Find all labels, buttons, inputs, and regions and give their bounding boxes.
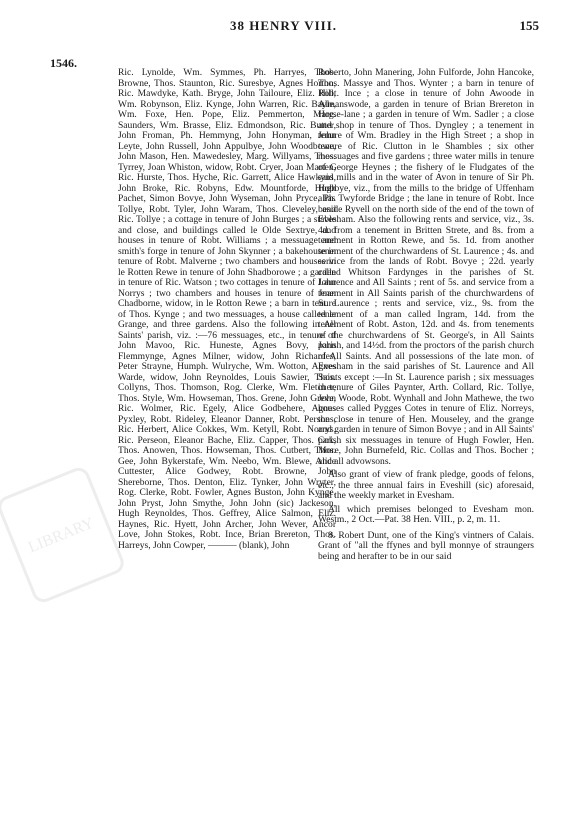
stamp-text: LIBRARY: [25, 514, 97, 557]
right-paragraph-1: Roberto, John Manering, John Fulforde, John Hancoke, Thos. Massye and Thos. Wynter ; a barn in tenure of Robt. Ince ; a close in tenure of John Awoode in Almanswode, a garden in tenure of Brian Brereton in Horse-lane ; a garden in tenure of Wm. Sadler ; a close and shop in tenure of Thos. Dyngley ; a tenement in tenure of Wm. Bradley in the High Street ; a shop in tenure of Ric. Clutton in le Shambles ; six other messuages and five gardens ; three water mills in tenure of George Heynes ; the fishery of le Fludgates of the said mills and in the water of Avon in tenure of Sir Ph. Hobbye, viz., from the mills to the bridge of Uffenham alias Twyforde Bridge ; the lane in tenure of Robt. Ince beside Ryvell on the north side of the end of the town of Evesham. Also the following rents and service, viz., 3s. 4d. from a tenement in Britten Strete, and 8s. from a tenement in Rotton Rewe, and 5s. 1d. from another tenement of the churchwardens of St. Laurence ; 4s. and service from the lands of Robt. Bovye ; 22d. yearly called Whitson Fardynges in the parishes of St. Laurence and All Saints ; rent of 5s. and service from a tenement in All Saints parish of the churchwardens of St. Laurence ; rents and service, viz., 9s. from the tenement of a man called Ingram, 14d. from the tenement of Robt. Aston, 12d. and 4s. from tenements of the churchwardens of St. George's, in All Saints parish, and 14½d. from the proctors of the parish church of All Saints. And all possessions of the late mon. of Evesham in the said parishes of St. Laurence and All Saints except :—In St. Laurence parish ; six messuages in tenure of Giles Paynter, Arth. Collard, Ric. Tollye, John Woode, Robt. Wynhall and John Mathewe, the two houses called Pygges Cotes in tenure of Eliz. Norreys, the close in tenure of Hen. Mouseley, and the grange and garden in tenure of Simon Bovye ; and in All Saints' parish six messuages in tenure of Hugh Fowler, Hen. More, John Burnefeld, Ric. Collas and Thos. Bocher ; and all advowsons.: [318, 67, 534, 467]
left-column-text: Ric. Lynolde, Wm. Symmes, Ph. Harryes, Thos. Browne, Thos. Staunton, Ric. Suresbye, Agnes Horton, Ric. Mawdyke, Kath. Bryge, John Tailoure, Eliz. Hill, Wm. Robynson, Eliz. Kynge, John Warren, Ric. Bayle, Wm. Foxe, Hen. Pope, Eliz. Pemmerton, Marg. Saunders, Wm. Brasse, Eliz. Edmondson, Ric. Butter, John Froman, Ph. Hemmyng, John Honyman, John Leyte, John Russell, John Appulbye, John Woodbowe, John Mason, Hen. Mawedesley, Marg. Willyams, Thos. Tyrrey, Joan Whiston, widow, Robt. Cryer, Joan Marten, Ric. Hurste, Thos. Hyche, Ric. Garrett, Alice Hawkyns, John Broke, Ric. Robyns, Edw. Mountforde, Hugh Pachet, Simon Bovye, John Wyseman, John Pryce, Ph. Tollye, Robt. Tyler, John Waram, Thos. Cleveley, and Ric. Tollye ; a cottage in tenure of John Burges ; a stable and close, and buildings called le Olde Sextrye, and houses in tenure of Robt. Williams ; a messuage and smith's forge in tenure of John Skynner ; a bakehouse in tenure of Robt. Malverne ; two chambers and houses in le Rotten Rewe in tenure of John Shadborowe ; a garden in tenure of Ric. Watson ; two cottages in tenure of John Norrys ; two chambers and houses in tenure of Joan Chadborne, widow, in le Rotton Rewe ; a barn in tenure of Thos. Kynge ; and two messuages, a house called le Grange, and three gardens. Also the following in All Saints' parish, viz. :—76 messuages, etc., in tenure of John Mavoo, Ric. Huneste, Agnes Bovy, John Flemmynge, Agnes Milner, widow, John Richardes, Peter Strayne, Humph. Wulryche, Wm. Wotton, Agnes Warde, widow, John Reynoldes, Louis Sawier, Thos. Collyns, Thos. Thomson, Rog. Clerke, Wm. Fletcher, Thos. Style, Wm. Howseman, Thos. Grene, John Greve, Ric. Wolmer, Ric. Egely, Alice Godbehere, Agnes Pyxley, Robt. Rideley, Eleanor Danner, Robt. Persons, Ric. Herbert, Alice Cokkes, Wm. Ketyll, Robt. Norrys, Ric. Perseon, Eleanor Bache, Eliz. Capper, Thos. Cok, Thos. Anowen, Thos. Howseman, Thos. Cutbert, Thos. Gee, John Bykerstafe, Wm. Neebo, Wm. Blewe, Alice Cuttester, Alice Godwey, Robt. Browne, John Shereborne, Thos. Denton, Eliz. Tynker, John Wryter, Rog. Clerke, Robt. Fowler, Agnes Buston, John Kynge, John Pryst, John Smythe, John John (sic) Jackeson, Hugh Reynoldes, Thos. Geffrey, Alice Salmon, Eliz. Haynes, Ric. Hyett, John Archer, John Wever, Ancor Love, John Stokes, Robt. Ince, Brian Brereton, Thos. Harreys, John Cowper, ——— (blank), John: [118, 67, 336, 551]
library-stamp-watermark: [0, 454, 136, 616]
margin-year: 1546.: [50, 56, 77, 70]
right-paragraph-2: Also grant of view of frank pledge, goods of felons, etc., the three annual fairs in Eveshill (sic) aforesaid, and the weekly market in Evesham.: [318, 469, 534, 501]
running-title: 38 HENRY VIII.: [229, 18, 338, 33]
right-column: [318, 68, 534, 562]
right-paragraph-3: All which premises belonged to Evesham mon. Westm., 2 Oct.—Pat. 38 Hen. VIII., p. 2, m. 11.: [318, 503, 534, 525]
running-header: [0, 18, 567, 38]
page-number: 155: [519, 18, 539, 33]
entry-8: 8. Robert Dunt, one of the King's vintners of Calais. Grant of "all the ffynes and byll monnye of straungers being and herafter to be in our said: [318, 529, 534, 562]
left-column: [118, 68, 336, 551]
